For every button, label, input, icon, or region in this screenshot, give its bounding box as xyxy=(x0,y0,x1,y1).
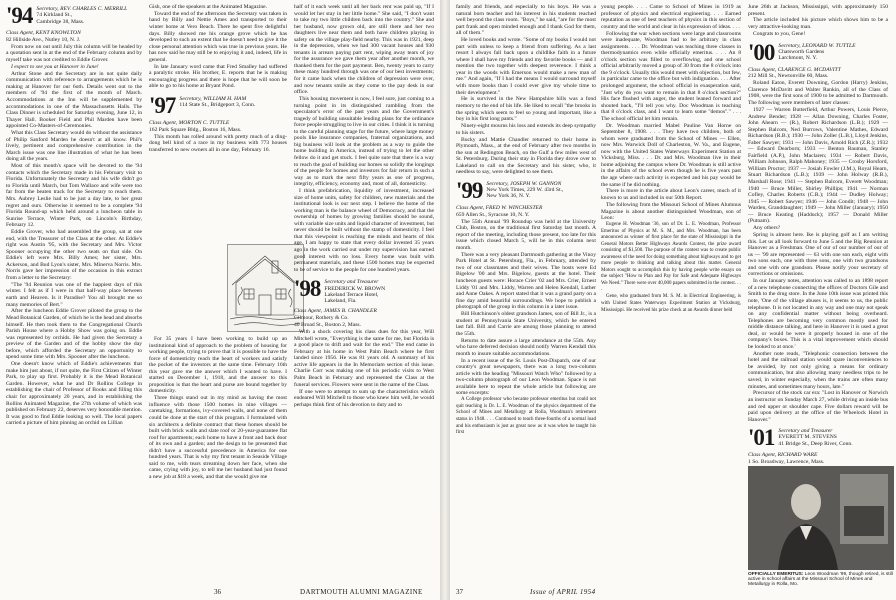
class-year: '00 xyxy=(748,39,775,65)
class-agent-line: Class Agent, KENT KNOWLTON xyxy=(6,30,81,36)
class-agent-address: 659 Allen St., Syracuse 10, N. Y. xyxy=(456,211,530,218)
paragraph: One doesn't know which of Eddie's achievements that make him just about, if not quite, the First Citizen of Winter Park, to play up first. Probably it is the Mead Botanical Garden. However, what he and Dr Rollins College in establishing the chair of Professor of Books and filling this chair for approximately 20 years, and in establishing the Rollins Animated Magazine, the 27th volume of which was published on February 22, deserves very honorable mention. It was good to find Eddie looking so well. The local papers carried a picture of him pinning an orchid on Lillian xyxy=(6,361,142,427)
left-column-2-bottom xyxy=(149,336,287,584)
class-header-1899 xyxy=(456,177,596,203)
paragraph: Eugene H. Woodman '36, son of Dr. L. E. Woodman, Professor Emeritus of Physics at M. S. M., and Mrs. Woodman, has been announced as winner of first place for the state of Mississippi in the General Motors Better Highways Awards Contest, the prize award consisting of $1,500. The purpose of the contest was to create public awareness of the need for doing something about highways and to get more people to thinking and talking about this matter. General Motors sought to accomplish this by having people write essays on the subject "How to Plan and Pay for Safe and Adequate Highways We Need." There were over 40,000 papers submitted in the contest. . . . xyxy=(601,222,741,293)
class-header-1900 xyxy=(748,39,888,65)
class-agent-address: 212 Mill St., Newtonville 60, Mass. xyxy=(748,73,829,80)
paragraph: The article included his picture which shows him to be a very attractive-looking man. xyxy=(748,17,888,31)
paragraph: Eddie Grover, who had assembled the group, sat at one end, with the Treasurer of the Class at the other. At Eddie's right was Austin '95, with the Secretary and Mrs. Victor Spooner occupying the other two seats on that side. On Eddie's left were Mrs. Billy Ames; her sister, Mrs. Ackerson, and Bud Lyon's sister, Mrs. Minerva Norris. Mrs. Norris gave her impression of the occasion in this extract from a letter to the Secretary: xyxy=(6,229,142,281)
class-agent-line: Class Agent, FRED W. WINCHESTER xyxy=(456,204,543,211)
leon-woodman-photo xyxy=(748,466,894,570)
secretary-line: Secretary, JOSEPH W. GANNON xyxy=(486,180,562,187)
class-year: '94 xyxy=(6,3,33,28)
class-year: '01 xyxy=(748,425,775,451)
paragraph: In late January word came that Fred Smalley had suffered a paralytic stroke. His brother, E. reports that he is making encouraging progress and there is hope that he will soon be able to go to his home at Bryant Pond. xyxy=(149,63,287,90)
address-line: 74 Kirkland St., xyxy=(36,12,73,19)
paragraph: 1927 — Warren Butterfield, Arthur Powers, Louis Pierce, Andrew Bender; 1928 — Allan Downing, Charles Foster, John Ahearn — (R.), Robert Richardson (L.B.); 1929 — Stephen Balcom, Ned Burrows, Valentine Mathes, Edward Richardson (R.B.); 1930 — John Zoller (L.B.), Lloyd Jenkins, Faber Sawyer; 1931 — John Davis, Arnold Rich (Z.R.); 1932 — Edward Dearborn; 1933 — Benton Bauman, Stanley Fairfield (A.P.), John Maclaren; 1934 — Robert Davis, William Johnson, Ralph Mahoney; 1935 — Crosby Horsford, William Proctor; 1937 — Josiah Fowler (J.M.), Royal Hearn, Stuart Richardson (L.B.); 1939 — John Holway (R.B.), Marshall Rose; 1941 — Stephen Balcom, Everett Woodman; 1940 — Bruce Miller, Shirley Phillips; 1941 — Norman Cofley, Charles Roberts (C.R.); 1944 — Dudley Holway; 1945 — Robert Sawyer; 1946 — John Condit; 1948 — John Warden, Granddaughter; 1949 — John Miller (January); 1950 — Bruce Keating (Haddock); 1957 — Donald Miller (Putnam). xyxy=(748,106,888,225)
paragraph: This month has rolled around with pretty much of a ding-dong bell kind of a race in my business with 773 houses transferred to new owners all in one day, February 16. xyxy=(149,133,287,153)
photo-caption xyxy=(748,572,894,588)
paragraph: Returns to date assure a large attendance at the 55th. Any who have deferred decision should notify Warren Kendall this month to insure suitable accommodations. xyxy=(456,337,596,357)
paragraph: June 26th at Jackson, Mississippi, with approximately 150 present. xyxy=(748,4,888,17)
left-column-1 xyxy=(6,4,142,584)
class-header-1901 xyxy=(748,425,888,451)
page-number: 36 xyxy=(214,588,221,596)
class-year: '97 xyxy=(149,92,176,118)
paragraph: Ninety-eight mourns his loss and extends its deep sympathy to his sisters. xyxy=(456,123,596,136)
running-title: DARTMOUTH ALUMNI MAGAZINE xyxy=(300,588,423,596)
paragraph: Roland Eaton, Everett Downing, Gordon (Harry) Jenkins, Clarence McDavitt and Walter Rankin, all of the Class of 1908, were the first sons of 1900 to be admitted to Dartmouth. The following were members of later classes: xyxy=(748,80,888,107)
paragraph: Arthur Stone and the Secretary are in not quite daily communication with reference to arrangements which he is making at Hanover for our 6oth. Details went out to the members of '94 the first of the month of March. Accommodations at the Inn will be supplemented by accommodations in one of the Massachusetts Halls. The Class Dinner is scheduled for Saturday evening, June 12, in Thayer Hall. Booker Field and Phil Marden have been appointed Co-Masters-of-Ceremonies. xyxy=(6,70,142,130)
address-line: 114 State St., Bridgeport 3, Conn. xyxy=(179,102,256,109)
secretary-line: Secretary, WILLIAM H. HAM xyxy=(179,95,247,102)
class-agent-address: 162 Park Square Bldg., Boston 16, Mass. xyxy=(149,126,242,133)
paragraph: Precursor of the stock car era: "Lost in Hanover or Norwich an instructor on Sunday March 27, while driving an inside bus and red upper or shoulder cape. Five dollars reward will be paid upon delivery at the office of the Wheelock Hotel in Hanover." xyxy=(748,390,888,423)
paragraph: Congrats to you, Gene! xyxy=(753,30,806,37)
paragraph: "The '94 Reunion was one of the happiest days of this winter. I felt as if I were in that half-way place between earth and Heaven. Is it Paradise? You all brought me so many memories of Bert." xyxy=(6,281,142,308)
class-header-1897 xyxy=(149,92,287,118)
address-line: Lakeland Terrace Hotel, xyxy=(324,291,379,298)
paragraph: With a shock covering his class dues for this year, Will Mitchell wrote, "Everything is the same for me, but Florida is a good place to drift and wait for the end." The end came in February at his home in West Palm Beach where he first landed since 1956. He was 81 years old. A summary of his active life appears in the In Memoriam section of this issue. Charlie Corr was making one of his periodic visits to West Palm Beach in February and represented the Class at the funeral services. Flowers were sent in the name of the Class. xyxy=(294,329,434,388)
page-gutter xyxy=(440,0,450,600)
class-agent-address: Gilmour, Rothery & Co. xyxy=(294,315,349,322)
class-agent-address: 1 So. Broadway, Lawrence, Mass. xyxy=(748,459,825,466)
class-agent-line: Class Agent, CLARENCE G. MCDAVITT xyxy=(748,66,841,73)
secretary-line: Secretary, LEONARD W. TUTTLE xyxy=(778,42,856,49)
class-year: '99 xyxy=(456,177,483,203)
house-sketch-illustration xyxy=(227,244,304,332)
issue-line: Issue of APRIL 1954 xyxy=(530,588,596,596)
page-number: 37 xyxy=(456,588,463,596)
paragraph: The following from the Missouri School of Mines Alumnus Magazine is about another distinguished Woodman, son of Leon: xyxy=(601,201,741,222)
secretary-line: Secretary and Treasurer xyxy=(778,428,833,435)
paragraph: I expect to see you at Hanover in June! xyxy=(11,63,99,70)
paragraph: Spring is almost here. Ike is playing golf as I am writing this. Let us all look forward to June 5 and the Big Reunion at Hanover as a Freshman. One of our of our number of our of us — '99 are represented — 63 with one son each, eight with two sons each, one with three sons, one with two grandsons and one with one grandson. Please notify your secretary of corrections or omissions. xyxy=(748,232,888,278)
right-column-1 xyxy=(456,4,596,584)
secretary-line: Secretary, REV. CHARLES C. MERRILL xyxy=(36,6,128,12)
paragraph: After the luncheon Eddie Grover piloted the group to the Mead Botanical Garden, of which he is the head and absorbs himself. He then took them to the Congregational Church Parish House where a Hobby Show was going on. Eddie was represented by orchids. He had given the Secretary a preview of the Garden and of the hobby show the day before, which afforded the Secretary an opportunity to spend some time with Mrs. Spooner after the luncheon. xyxy=(6,308,142,361)
paragraph: There was a very pleasant Dartmouth gathering at the Vinoy Park Hotel at St. Petersburg, Fla., in February, attended by two of our classmates and their wives. The hosts were Ed Bigelow '00 and Mrs. Bigelow, guests at the hotel. Their luncheon guests were: Horace Crier '02 and Mrs. Crier, Ernest Liddy '01 and Mrs. Liddy, Warren and Helen Kendall, Luther and Anne Oakes. A report stated that it was a grand party on a fine day amid beautiful surroundings. We hope to publish a photograph of the group in this column in a later issue. xyxy=(456,251,596,311)
paragraph: young people. . . . Came to School of Mines in 1919 as professor of physics and electrical engineering. . . . Earned reputation as one of best teachers of physics in this section of country and the world and clear in his expression of ideas. . . . xyxy=(601,4,741,30)
paragraph: Toward the end of the afternoon the Secretary was taken in hand by Billy and Nettie Ames and transported to their winter home at Vero Beach. There he spent five delightful days. Billy showed me his orange grove which he has developed to such an extent that he doesn't need to give it the close personal attention which was true in previous years. He has now said he may still be to enjoying it and, indeed, life in general. xyxy=(149,10,287,63)
paragraph: There is more in the article about Leon's career, much of it known to us and included in our 50th Report. xyxy=(601,188,741,202)
paragraph: Any others? xyxy=(753,225,781,232)
house-sketch-icon xyxy=(228,245,303,331)
left-column-2-top xyxy=(149,4,287,244)
secretary-name: FREDERICK W. BROWN xyxy=(324,285,386,292)
paragraph: This housing movement is now, I feel sure, just coming to a turning point in its distinguished rambling from the speculator's error of the past years and the Government's tragedy of building unsuitable lending plans for the ordinance force people struggling to live in our cities. I think it is turning to the careful planning stage for the future, where large money pools like insurance companies, fraternal organizations, and big business will look at the problem as a way to guide the home building in America, instead of trying to let the other fellow do it and get stuck. I feel quite sure that there is a way to reach the goal of building our homes so solidly the longings of the people for homes and investors for fair return in such a way as to mark the next fifty years as one of progress, integrity, efficiency, economy and, most of all, domesticity. xyxy=(294,96,434,188)
paragraph: In our January notes, attention was called to an 1898 report of a new telephone connecting the offices of Doctors Gile and Smith to the drug store. In the June 10th issue was printed this note, 'One of the village abuses is, it seems to us, the public telephone. It is not located in any way and one may not speak on any confidential matter without being overheard. Telephones are becoming very common mostly used for middle distance talking, and here in Hanover it is used a great deal, or would be were it properly housed in one of the company's boxes. This is a vital improvement which should be looked to at once.' xyxy=(748,278,888,350)
address-line: New York Times, 229 W. 43rd St., xyxy=(486,187,564,194)
left-page xyxy=(0,0,440,600)
paragraph: Gene, who graduated from M. S. M. in Electrical Engineering, is with United States Waterways Experiment Station at Vicksburg, Mississippi. He received his prize check at an Awards dinner held xyxy=(601,294,741,313)
address-line: New York 36, N. Y. xyxy=(486,193,531,200)
caption-lead: OFFICIALLY EMERITUS: xyxy=(748,572,804,577)
caption-text: Leon Woodman '99, though retired, is still active in school affairs at the Missouri School of Mines and Metallurgy in Rolla, Mo. xyxy=(748,572,893,588)
right-column-2 xyxy=(601,4,741,584)
right-column-3 xyxy=(748,4,888,466)
paragraph: I think prefabrication, liquidity of investment, increased size of home units, safety for children, new materials and the institutional look is our next step. I believe the home of the working man is the balance wheel of Democracy, and that the ownership of homes by growing families should be sound, with variable size units and liquid character of investment, but never should be built without the stamp of domesticity. I feel that this viewpoint is reaching the minds and hearts of this age. I am happy to state that every dollar invested 35 years ago in the work carried out under my supervision has earned good interest with no loss. Every home was built with permanent materials, and these 1500 homes may be expected to be of service to the people for one hundred years. xyxy=(294,188,434,273)
paragraph: Bucky and Mattie Chandler returned to their home in Plymouth, Mass., at the end of February after two months in the sun at Redington Beach, on the Gulf a few miles west of St. Petersburg. During their stay in Florida they drove over to Lakeland to call on the Secretary and his sister, who, it needless to say, were delighted to see them. xyxy=(456,136,596,176)
paragraph: Following the war when sections were large and classrooms were inadequate, Woodman had to be arbitrary in class assignments. . . . Dr. Woodman was teaching three classes in thermodynamics even while officially emeritus. . . . An 8 o'clock section was filled to overflowing, and one school official arbitrarily moved a group of 30 from the 8 o'clock into the 9 o'clock. Usually this would meet with objection, but few, in particular came to the office but with indignation. . . . After prolonged argument, the school official in exasperation said, "Just why do you want to remain in that 8 o'clock section?" His face flushed with anger, the student leaned forward and shouted back, "I'll tell you why. Doc Woodman is teaching that 8 o'clock class, and I want to learn some ''demos''." . . . The school official let him remain. xyxy=(601,30,741,122)
paragraph: half of it each week until all her back rent was paid up, "If I would let her stay in her little home." She said, "I don't want to take my two little children back into the country." She and her husband, now grown old, are still there and her two daughters live near them and both have children playing in safety on the village play-field nearby. This was in 1921, deep in the depression, when we had 300 vacant houses and 930 tenants in arrears paying part rent, wiping away tears of joy for the assurance we gave them year after another month, we thanked them for the part payment. Ben, twenty years to carry these many hundred through was one of our best investments; for it came back when the children of depression were over, and now tenants smile as they come to the pay desk in our office. xyxy=(294,4,434,96)
paragraph: What this Class Secretary would do without the assistance of Philip Sanford Marden he doesn't at all know. Phil's lively, pertinent and comprehensive contribution in the March issue was one line illustration of what he has been doing all the years. xyxy=(6,130,142,163)
secretary-name: EVERETT M. STEVENS xyxy=(778,434,837,441)
paragraph: Another note reads, "Telephonic connection between the hotel and the railroad station would spare inconveniences to be avoided, by not only giving a means for ordinary communication, but also allowing many needless trips to be saved, in winter especially, when the trains are often many minutes, and sometimes many hours, late." xyxy=(748,350,888,390)
address-line: Lakeland, Fla. xyxy=(324,298,357,305)
left-column-3 xyxy=(294,4,434,584)
column-text xyxy=(6,44,142,427)
class-year: '98 xyxy=(294,276,321,302)
paragraph: Bill Hutchinson's oldest grandson James, son of Bill Jr., is a student at Pennsylvania State University, which he entered last fall. Bill and Carrie are among those planning to attend the 55th. xyxy=(456,311,596,337)
paragraph: Dr. Woodman married Mabel Pauline Van Horne on September 8, 1908. . . . They have two children, both of whom were graduated from the School of Mines — Ellen, now Mrs. Warwick Doll of Charleston, W. Va., and Eugene, now with the United States Waterways Experiment Station at Vicksburg, Miss. . . . Dr. and Mrs. Woodman live in their home adjoining the campus where Dr. Woodman is still active in the affairs of the school even though he is five years past the age where such activity is expected and his pay would be the same if he did nothing. xyxy=(601,122,741,188)
paragraph: He loved books and wrote. "Some of my books I would not part with unless to keep a friend from suffering. As a last resort I always fall back upon a childlike faith in a future where I shall have my friends and my favorite books — and I mention the two together with deepest reverence. I think a year in the woods with Emerson would make a new man of me." And again, "If I had the means I would surround myself with more books than I could ever give my whole time to their development." xyxy=(456,37,596,96)
paragraph: Gish, one of the speakers at the Animated Magazine. xyxy=(149,4,268,10)
address-line: Chatsworth Gardens xyxy=(778,48,825,55)
paragraph: Most of this month's space will be devoted to the '94 contacts which the Secretary made in his February visit to Florida. Unfortunately the Secretary and his wife didn't go to Florida until March, but Tom Wallace and wife were too far from the beaten track for the Secretary to reach them. Mrs. Aubrey Leslie had to be just a day late, to her great regret and ours. Otherwise it seemed to be a complete '94 Florida Round-up which held around a luncheon table in Sunrise Terrace, Winter Park, on Lincoln's Birthday, February 12. xyxy=(6,163,142,229)
paragraph: In a recent issue of the St. Louis Post-Dispatch, one of our country's great newspapers, there was a long two-column article with the heading "Missouri Watch Who" followed by a two-column photograph of our Leon Woodman. Space is not available here to repeat the whole article but following are some excerpts: xyxy=(456,357,596,397)
class-agent-address: 40 Broad St., Boston 2, Mass. xyxy=(294,322,361,329)
portrait-photo-icon xyxy=(748,466,894,570)
paragraph: The 55th Annual '99 Roundup was held at the University Club, Boston, on the traditional first Saturday last month. A report of the meeting, including those present, too late for this issue which closed March 5, will be in this column next month. xyxy=(456,218,596,251)
class-agent-line: Class Agent, RICHARD WARE xyxy=(748,452,818,459)
paragraph: From now on out until July this column will be headed by a quotation sent in at the end of the February column and by myself take was not credited to Eddie Grover. xyxy=(6,43,142,63)
paragraph: Three things stand out in my mind as having the most influence with those 1500 homes in nine villages — caretaking, formations, ivy-covered walls, and none of them could be done at the start of this program. I formulated with six architects a definite contract that these homes should be built with brick walls and slate roof or 20-year-guarantee flat roof for apartments; each home to have a front and back door of its own and a garden; and the design to be presented that didn't have a successful precedence in America for one hundred years. That is why my first tenant in Seaside Village said to me, with tears streaming down her face, when she came, crying with joy, to tell me her husband had just found a new job at $18 a week, and that she would give me xyxy=(149,395,287,480)
address-line: Cambridge 38, Mass. xyxy=(36,18,85,25)
address-line: Larchmont, N. Y. xyxy=(778,55,818,62)
secretary-line: Secretary and Treasurer xyxy=(324,279,379,286)
address-line: 41 Bridge St., Deep River, Conn. xyxy=(778,440,853,447)
class-header-1894 xyxy=(6,3,142,28)
paragraph: If one were to attempt to sum up the characteristics which endeared Will Mitchell to those who knew him well, he would perhaps think first of his devotion to duty and to xyxy=(294,388,434,408)
paragraph: A College professor who became professor emeritus but could not quit teaching is Dr. L. E. Woodman of the physics department of the School of Mines and Metallurgy at Rolla, Woodman's retirement status in 1948. . . . Continued to teach three-fourths of a normal load and his enthusiasm is just as great now as it was when he taught his first xyxy=(456,397,596,436)
class-agent-address: 82 Hillside Ave., Nutley 10, N. J. xyxy=(6,36,81,43)
paragraph: family and friends, and especially to his boys. He was a natural born teacher and his interest in his students reached well beyond the class room. "Boys," he said, "are for the most part frank and open minded enough and I thank God for them, all of them." xyxy=(456,4,596,37)
paragraph: He is survived in the New Hampshire hills was a fond memory to the end of his life. He liked to recall "the brooks in the spring which seem to feel so young and important, like a boy in his first long pants." xyxy=(456,96,596,123)
class-agent-line: Class Agent, MORTON C. TUTTLE xyxy=(149,119,230,126)
class-agent-line: Class Agent, JAMES B. CHANDLER xyxy=(294,308,377,315)
paragraph: For 35 years I have been working to build up an institutional kind of approach to the problem of housing for working people, trying to prove that it is possible to have the force of domesticity reach the heart of workers and satisfy the pocket of the investors at the same time. February 16th this year gave me the answer which I wanted to have. I started on December 1, 1918, and the answer to this proposition is that the heart and purse are bound together by domesticity. xyxy=(149,336,287,395)
class-header-1898 xyxy=(294,276,434,305)
